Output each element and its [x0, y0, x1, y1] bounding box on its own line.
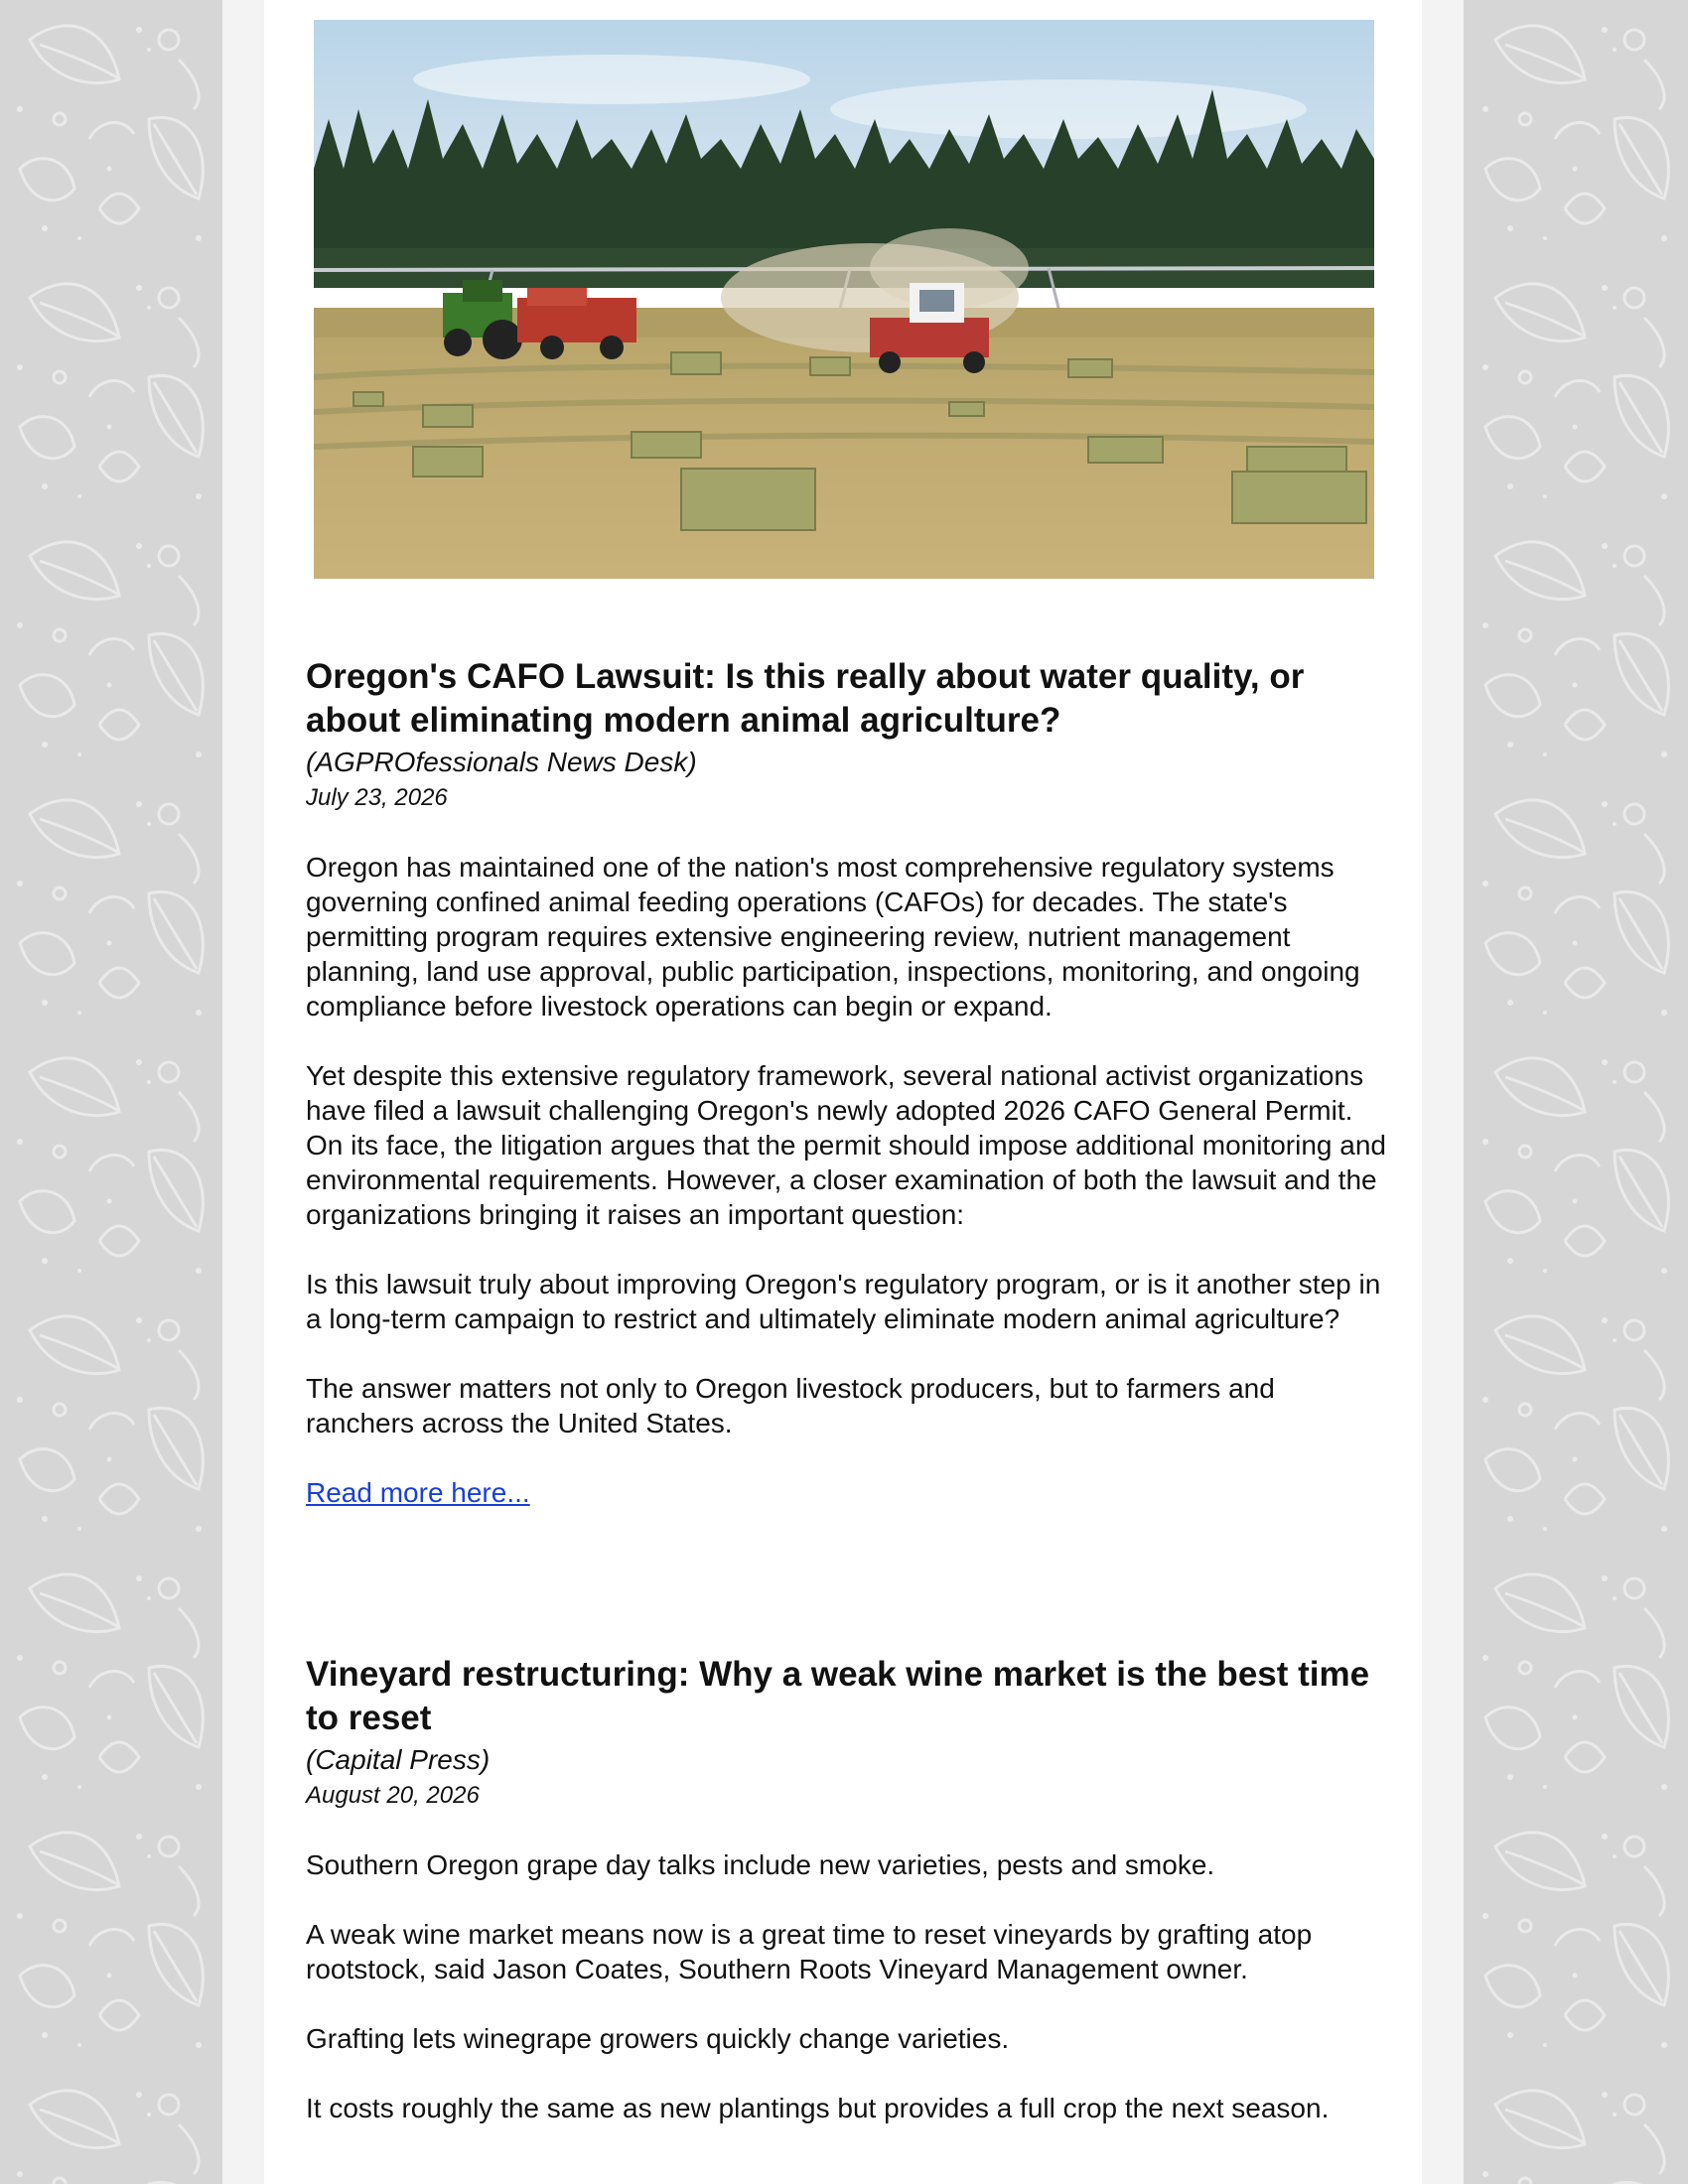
background-pattern-right [1466, 0, 1688, 2184]
article-paragraph: Grafting lets winegrape growers quickly change varieties. [306, 2023, 1010, 2054]
article-paragraph: It costs roughly the same as new plantings but provides a full crop the next season. [306, 2093, 1330, 2123]
article-paragraph: Southern Oregon grape day talks include new varieties, pests and smoke. [306, 1849, 1215, 1880]
article-paragraph: Yet despite this extensive regulatory framework, several national activist organizations have filed a lawsuit challenging Oregon's newly adopted 2026 CAFO General Permit. On its face, the litigation argues that the permit should impose additional monitoring and environmental requirements. However, a closer examination of both the lawsuit and the organizations bringing it raises an important question: [306, 1060, 1386, 1230]
background-pattern-left [0, 0, 222, 2184]
article-paragraph: Oregon has maintained one of the nation's most comprehensive regulatory systems governing confined animal feeding operations (CAFOs) for decades. The state's permitting program requires extensive engineering review, nutrient management planning, land use approval, public participation, inspections, monitoring, and ongoing compliance before livestock operations can begin or expand. [306, 852, 1360, 1022]
article-cafo-lawsuit [306, 655, 1388, 1510]
read-more-link[interactable]: Read more here... [306, 1477, 530, 1508]
article-date: July 23, 2026 [306, 784, 448, 811]
article-source: (AGPROfessionals News Desk) [306, 747, 697, 777]
article-source: (Capital Press) [306, 1744, 491, 1775]
article-paragraph: Is this lawsuit truly about improving Oregon's regulatory program, or is it another step in a long-term campaign to restrict and ultimately eliminate modern animal agriculture? [306, 1269, 1381, 1334]
article-paragraph: The answer matters not only to Oregon livestock producers, but to farmers and ranchers across the United States. [306, 1373, 1275, 1438]
article-paragraph: A weak wine market means now is a great time to reset vineyards by grafting atop rootstock, said Jason Coates, Southern Roots Vineyard Management owner. [306, 1919, 1313, 1984]
article-date: August 20, 2026 [306, 1782, 480, 1809]
article-headline: Vineyard restructuring: Why a weak wine market is the best time to reset [306, 1655, 1370, 1737]
article-vineyard-restructuring [306, 1653, 1388, 2125]
hay-field-photo-icon [314, 20, 1374, 579]
article-headline: Oregon's CAFO Lawsuit: Is this really about water quality, or about eliminating modern animal agriculture? [306, 657, 1305, 740]
